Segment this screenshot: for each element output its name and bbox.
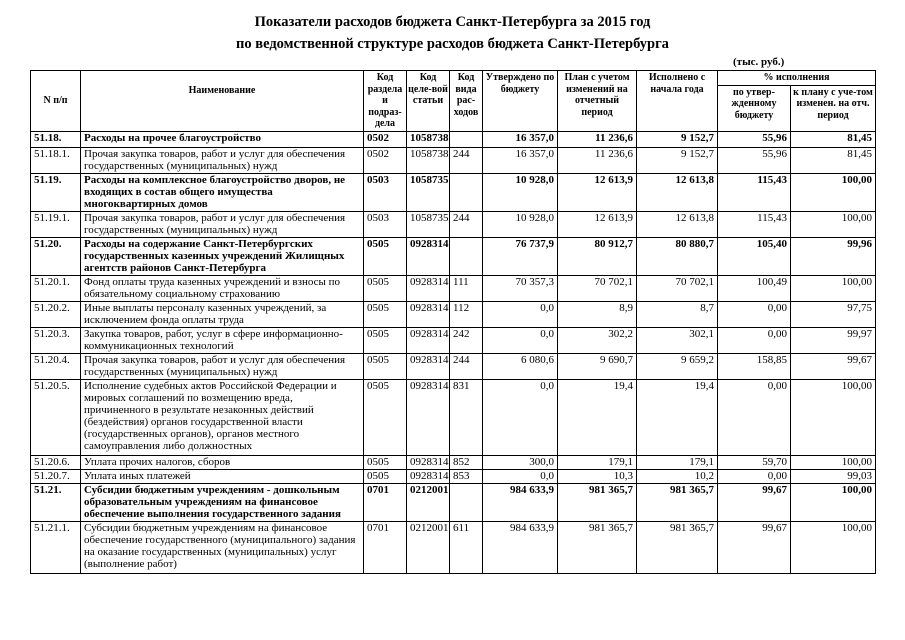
- table-row: [31, 301, 876, 327]
- row-name: Субсидии бюджетным учреждениям на финансовое обеспечение государственного (муниципального) задания на оказание государственных (муниципальных) услуг (выполнение работ): [81, 521, 364, 573]
- row-name: Уплата прочих налогов, сборов: [81, 455, 364, 469]
- row-executed-value: 9 152,7: [637, 147, 718, 173]
- units-label: (тыс. руб.): [733, 56, 785, 68]
- row-executed-value: 179,1: [637, 455, 718, 469]
- budget-table: [30, 70, 876, 574]
- row-executed-value: 981 365,7: [637, 483, 718, 521]
- row-plan-value: 9 690,7: [558, 353, 637, 379]
- row-number: 51.20.2.: [31, 301, 81, 327]
- row-plan-value: 19,4: [558, 379, 637, 455]
- row-stat-code: 0928314: [407, 275, 450, 301]
- row-plan-value: 8,9: [558, 301, 637, 327]
- row-approved-value: 16 357,0: [483, 147, 558, 173]
- row-executed-value: 302,1: [637, 327, 718, 353]
- row-executed-value: 9 659,2: [637, 353, 718, 379]
- row-vid-code: 831: [450, 379, 483, 455]
- row-name: Расходы на прочее благоустройство: [81, 131, 364, 147]
- row-stat-code: 0212001: [407, 521, 450, 573]
- row-vid-code: 242: [450, 327, 483, 353]
- row-executed-value: 80 880,7: [637, 237, 718, 275]
- row-stat-code: 0928314: [407, 469, 450, 483]
- row-name: Расходы на комплексное благоустройство дворов, не входящих в состав общего имущества многоквартирных домов: [81, 173, 364, 211]
- row-pct-approved: 105,40: [718, 237, 791, 275]
- row-pct-approved: 0,00: [718, 301, 791, 327]
- row-name: Прочая закупка товаров, работ и услуг для обеспечения государственных (муниципальных) нужд: [81, 211, 364, 237]
- row-approved-value: 10 928,0: [483, 211, 558, 237]
- row-stat-code: 1058735: [407, 211, 450, 237]
- row-razdel-code: 0701: [364, 483, 407, 521]
- row-razdel-code: 0505: [364, 237, 407, 275]
- row-plan-value: 70 702,1: [558, 275, 637, 301]
- row-executed-value: 9 152,7: [637, 131, 718, 147]
- row-razdel-code: 0505: [364, 455, 407, 469]
- row-name: Исполнение судебных актов Российской Федерации и мировых соглашений по возмещению вреда, причиненного в результате незаконных действий (бездействия) органов государственной власти (государственных органов), органов местного самоуправления либо должностных: [81, 379, 364, 455]
- row-approved-value: 10 928,0: [483, 173, 558, 211]
- row-pct-approved: 99,67: [718, 521, 791, 573]
- row-vid-code: 244: [450, 147, 483, 173]
- table-row: [31, 211, 876, 237]
- row-number: 51.20.7.: [31, 469, 81, 483]
- row-vid-code: 852: [450, 455, 483, 469]
- row-razdel-code: 0502: [364, 147, 407, 173]
- row-stat-code: 0928314: [407, 455, 450, 469]
- row-pct-plan: 99,03: [791, 469, 876, 483]
- row-name: Расходы на содержание Санкт-Петербургских государственных казенных учреждений Жилищных агентств районов Санкт-Петербурга: [81, 237, 364, 275]
- table-row: [31, 275, 876, 301]
- row-plan-value: 12 613,9: [558, 211, 637, 237]
- row-pct-plan: 100,00: [791, 173, 876, 211]
- row-pct-approved: 115,43: [718, 173, 791, 211]
- row-pct-approved: 0,00: [718, 379, 791, 455]
- row-stat-code: 1058738: [407, 147, 450, 173]
- row-vid-code: [450, 173, 483, 211]
- row-razdel-code: 0502: [364, 131, 407, 147]
- row-number: 51.20.6.: [31, 455, 81, 469]
- header-num: N п/п: [31, 71, 81, 132]
- row-name: Прочая закупка товаров, работ и услуг для обеспечения государственных (муниципальных) нужд: [81, 353, 364, 379]
- row-plan-value: 11 236,6: [558, 147, 637, 173]
- header-pct-plan: к плану с уче-том изменен. на отч. период: [791, 85, 876, 131]
- row-plan-value: 11 236,6: [558, 131, 637, 147]
- row-approved-value: 0,0: [483, 327, 558, 353]
- row-pct-plan: 81,45: [791, 147, 876, 173]
- row-stat-code: 0928314: [407, 301, 450, 327]
- row-razdel-code: 0505: [364, 275, 407, 301]
- row-executed-value: 19,4: [637, 379, 718, 455]
- row-name: Субсидии бюджетным учреждениям - дошкольным образовательным учреждениям на финансовое обеспечение выполнения государственного задания: [81, 483, 364, 521]
- row-stat-code: 0928314: [407, 379, 450, 455]
- header-approved: Утверждено по бюджету: [483, 71, 558, 132]
- row-pct-plan: 100,00: [791, 521, 876, 573]
- table-body: [31, 131, 876, 573]
- table-row: [31, 483, 876, 521]
- row-approved-value: 0,0: [483, 301, 558, 327]
- table-row: [31, 353, 876, 379]
- report-title: Показатели расходов бюджета Санкт-Петербурга за 2015 год: [254, 14, 651, 30]
- row-razdel-code: 0505: [364, 327, 407, 353]
- row-number: 51.20.3.: [31, 327, 81, 353]
- row-vid-code: 853: [450, 469, 483, 483]
- row-approved-value: 76 737,9: [483, 237, 558, 275]
- row-number: 51.20.4.: [31, 353, 81, 379]
- row-number: 51.19.: [31, 173, 81, 211]
- header-pct-group: % исполнения: [718, 71, 876, 86]
- header-pct-approved: по утвер-жденному бюджету: [718, 85, 791, 131]
- row-number: 51.20.: [31, 237, 81, 275]
- header-plan: План с учетом изменений на отчетный период: [558, 71, 637, 132]
- row-plan-value: 80 912,7: [558, 237, 637, 275]
- row-razdel-code: 0505: [364, 301, 407, 327]
- row-razdel-code: 0503: [364, 211, 407, 237]
- row-executed-value: 981 365,7: [637, 521, 718, 573]
- row-vid-code: 244: [450, 353, 483, 379]
- row-vid-code: 244: [450, 211, 483, 237]
- row-stat-code: 1058735: [407, 173, 450, 211]
- row-name: Прочая закупка товаров, работ и услуг для обеспечения государственных (муниципальных) нужд: [81, 147, 364, 173]
- report-subtitle: по ведомственной структуре расходов бюджета Санкт-Петербурга: [236, 36, 669, 52]
- row-pct-approved: 55,96: [718, 131, 791, 147]
- row-approved-value: 984 633,9: [483, 521, 558, 573]
- row-approved-value: 0,0: [483, 469, 558, 483]
- table-row: [31, 455, 876, 469]
- header-razdel: Код раздела и подраз-дела: [364, 71, 407, 132]
- table-row: [31, 379, 876, 455]
- row-pct-approved: 158,85: [718, 353, 791, 379]
- row-vid-code: 112: [450, 301, 483, 327]
- table-row: [31, 173, 876, 211]
- row-razdel-code: 0505: [364, 353, 407, 379]
- row-approved-value: 0,0: [483, 379, 558, 455]
- header-executed: Исполнено с начала года: [637, 71, 718, 132]
- row-stat-code: 0928314: [407, 327, 450, 353]
- row-approved-value: 984 633,9: [483, 483, 558, 521]
- row-razdel-code: 0505: [364, 469, 407, 483]
- row-pct-plan: 100,00: [791, 275, 876, 301]
- table-row: [31, 521, 876, 573]
- row-number: 51.18.: [31, 131, 81, 147]
- row-executed-value: 8,7: [637, 301, 718, 327]
- row-plan-value: 179,1: [558, 455, 637, 469]
- row-pct-plan: 97,75: [791, 301, 876, 327]
- row-plan-value: 10,3: [558, 469, 637, 483]
- row-number: 51.21.1.: [31, 521, 81, 573]
- row-approved-value: 300,0: [483, 455, 558, 469]
- row-pct-plan: 99,67: [791, 353, 876, 379]
- row-razdel-code: 0503: [364, 173, 407, 211]
- row-stat-code: 0928314: [407, 353, 450, 379]
- row-pct-plan: 81,45: [791, 131, 876, 147]
- table-row: [31, 469, 876, 483]
- row-plan-value: 981 365,7: [558, 483, 637, 521]
- table-row: [31, 237, 876, 275]
- row-number: 51.21.: [31, 483, 81, 521]
- row-name: Уплата иных платежей: [81, 469, 364, 483]
- row-number: 51.20.1.: [31, 275, 81, 301]
- row-plan-value: 981 365,7: [558, 521, 637, 573]
- row-pct-plan: 99,96: [791, 237, 876, 275]
- row-number: 51.18.1.: [31, 147, 81, 173]
- row-pct-plan: 100,00: [791, 211, 876, 237]
- row-executed-value: 70 702,1: [637, 275, 718, 301]
- row-vid-code: [450, 237, 483, 275]
- row-vid-code: [450, 131, 483, 147]
- row-name: Иные выплаты персоналу казенных учреждений, за исключением фонда оплаты труда: [81, 301, 364, 327]
- row-stat-code: 0928314: [407, 237, 450, 275]
- row-pct-plan: 100,00: [791, 379, 876, 455]
- header-stat: Код целе-вой статьи: [407, 71, 450, 132]
- row-pct-plan: 100,00: [791, 455, 876, 469]
- row-name: Закупка товаров, работ, услуг в сфере информационно-коммуникационных технологий: [81, 327, 364, 353]
- row-pct-approved: 0,00: [718, 327, 791, 353]
- header-name: Наименование: [81, 71, 364, 132]
- row-number: 51.20.5.: [31, 379, 81, 455]
- row-plan-value: 12 613,9: [558, 173, 637, 211]
- row-pct-plan: 99,97: [791, 327, 876, 353]
- row-stat-code: 0212001: [407, 483, 450, 521]
- row-stat-code: 1058738: [407, 131, 450, 147]
- row-pct-approved: 59,70: [718, 455, 791, 469]
- row-razdel-code: 0505: [364, 379, 407, 455]
- row-executed-value: 10,2: [637, 469, 718, 483]
- table-row: [31, 131, 876, 147]
- row-razdel-code: 0701: [364, 521, 407, 573]
- row-pct-approved: 0,00: [718, 469, 791, 483]
- row-executed-value: 12 613,8: [637, 211, 718, 237]
- table-row: [31, 327, 876, 353]
- row-pct-approved: 99,67: [718, 483, 791, 521]
- row-plan-value: 302,2: [558, 327, 637, 353]
- row-pct-approved: 55,96: [718, 147, 791, 173]
- row-executed-value: 12 613,8: [637, 173, 718, 211]
- header-vid: Код вида рас-ходов: [450, 71, 483, 132]
- row-pct-approved: 115,43: [718, 211, 791, 237]
- row-approved-value: 16 357,0: [483, 131, 558, 147]
- row-pct-plan: 100,00: [791, 483, 876, 521]
- row-pct-approved: 100,49: [718, 275, 791, 301]
- row-vid-code: [450, 483, 483, 521]
- row-name: Фонд оплаты труда казенных учреждений и взносы по обязательному социальному страхованию: [81, 275, 364, 301]
- row-vid-code: 111: [450, 275, 483, 301]
- table-row: [31, 147, 876, 173]
- row-approved-value: 6 080,6: [483, 353, 558, 379]
- row-approved-value: 70 357,3: [483, 275, 558, 301]
- row-vid-code: 611: [450, 521, 483, 573]
- row-number: 51.19.1.: [31, 211, 81, 237]
